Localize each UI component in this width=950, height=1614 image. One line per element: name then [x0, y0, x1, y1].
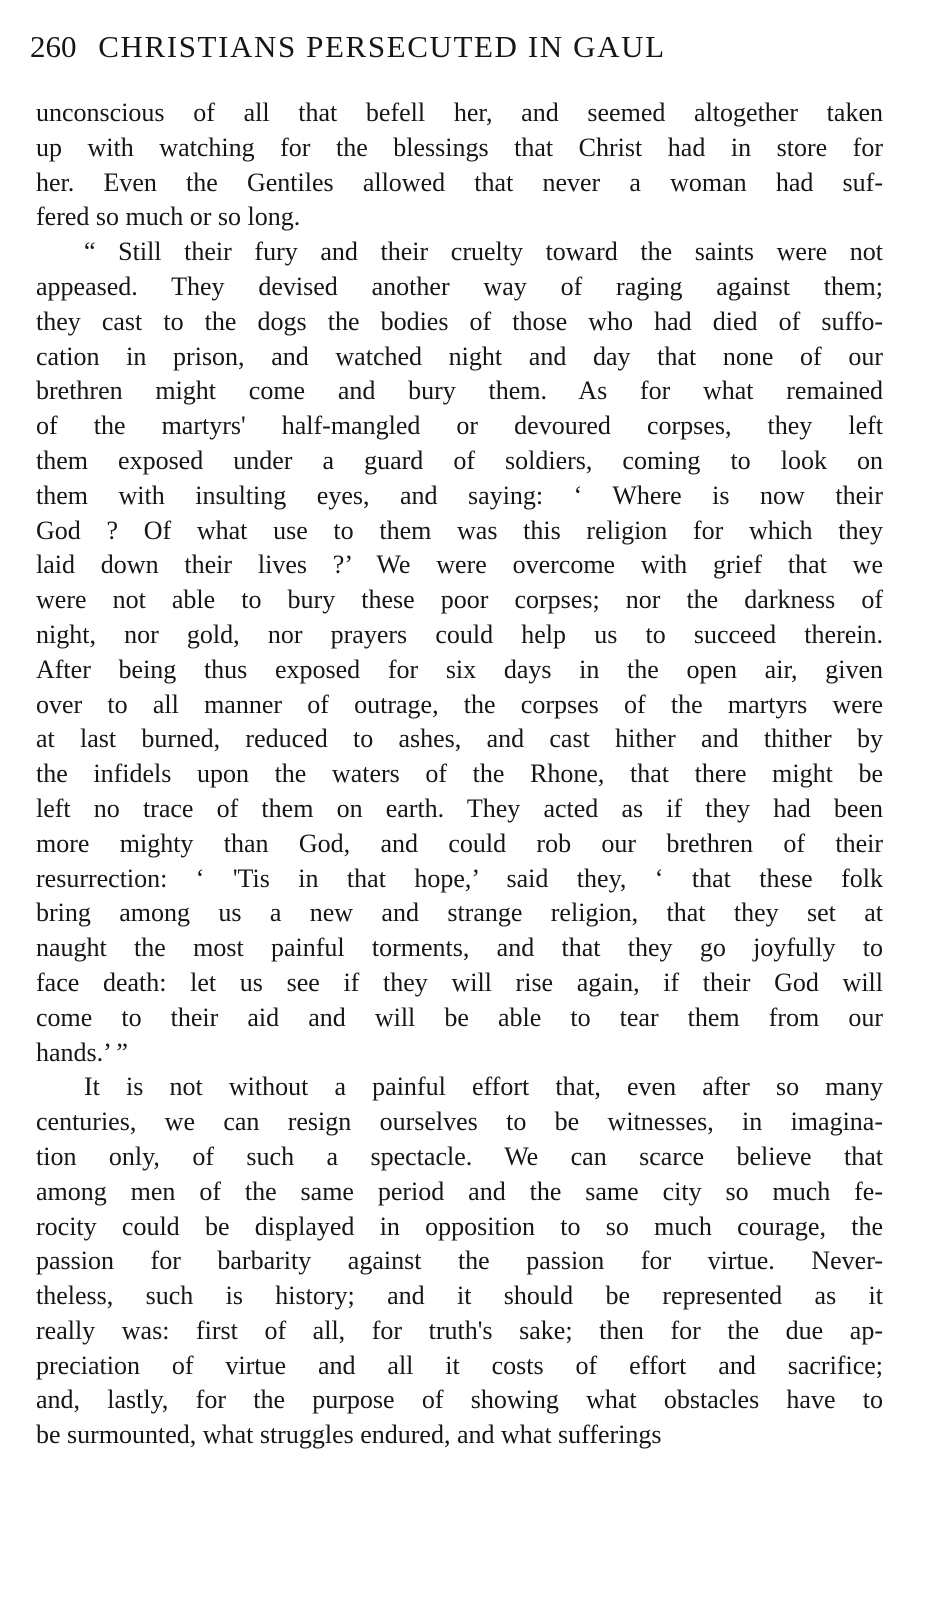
text-line: “ Still their fury and their cruelty toward the saints were not: [84, 237, 883, 267]
text-line: night, nor gold, nor prayers could help us to succeed therein.: [36, 619, 883, 649]
text-line: be surmounted, what struggles endured, and what sufferings: [36, 1420, 662, 1450]
text-line: After being thus exposed for six days in the open air, given: [36, 654, 883, 684]
text-line: theless, such is history; and it should be represented as it: [36, 1281, 883, 1311]
body-text: [36, 96, 883, 1453]
text-line: of the martyrs' half-mangled or devoured corpses, they left: [36, 411, 883, 441]
text-line: among men of the same period and the same city so much fe-: [36, 1176, 883, 1206]
text-line: rocity could be displayed in opposition to so much courage, the: [36, 1211, 883, 1241]
text-line: more mighty than God, and could rob our brethren of their: [36, 828, 883, 858]
text-line: fered so much or so long.: [36, 202, 301, 232]
text-line: naught the most painful torments, and that they go joyfully to: [36, 933, 883, 963]
text-line: unconscious of all that befell her, and seemed altogether taken: [36, 98, 883, 127]
text-line: bring among us a new and strange religion, that they set at: [36, 898, 883, 928]
paragraph: [36, 96, 883, 235]
paragraph: [36, 235, 883, 1070]
text-line: It is not without a painful effort that, even after so many: [84, 1072, 883, 1102]
text-line: they cast to the dogs the bodies of those who had died of suffo-: [36, 306, 883, 336]
text-line: hands.’ ”: [36, 1037, 128, 1067]
text-line: tion only, of such a spectacle. We can scarce believe that: [36, 1141, 883, 1171]
text-line: face death: let us see if they will rise again, if their God will: [36, 967, 883, 997]
text-line: God ? Of what use to them was this religion for which they: [36, 515, 883, 545]
text-line: preciation of virtue and all it costs of effort and sacrifice;: [36, 1350, 883, 1380]
text-line: were not able to bury these poor corpses; nor the darkness of: [36, 585, 883, 615]
page-number: 260: [30, 29, 77, 64]
text-line: centuries, we can resign ourselves to be witnesses, in imagina-: [36, 1107, 883, 1137]
text-line: at last burned, reduced to ashes, and cast hither and thither by: [36, 724, 883, 754]
paragraph: [36, 1070, 883, 1453]
text-line: resurrection: ‘ 'Tis in that hope,’ said they, ‘ that these folk: [36, 863, 883, 893]
text-line: passion for barbarity against the passion for virtue. Never-: [36, 1246, 883, 1276]
text-line: them exposed under a guard of soldiers, coming to look on: [36, 445, 883, 475]
text-line: and, lastly, for the purpose of showing what obstacles have to: [36, 1385, 883, 1415]
text-line: come to their aid and will be able to tear them from our: [36, 1002, 883, 1032]
text-line: laid down their lives ?’ We were overcome with grief that we: [36, 550, 883, 580]
text-line: them with insulting eyes, and saying: ‘ Where is now their: [36, 480, 883, 510]
text-line: appeased. They devised another way of raging against them;: [36, 271, 883, 301]
text-line: up with watching for the blessings that Christ had in store for: [36, 132, 883, 162]
text-line: brethren might come and bury them. As for what remained: [36, 376, 883, 406]
running-title: CHRISTIANS PERSECUTED IN GAUL: [98, 29, 666, 64]
text-line: her. Even the Gentiles allowed that never a woman had suf-: [36, 167, 883, 197]
text-line: left no trace of them on earth. They acted as if they had been: [36, 793, 883, 823]
text-line: really was: first of all, for truth's sake; then for the due ap-: [36, 1315, 883, 1345]
text-line: the infidels upon the waters of the Rhone, that there might be: [36, 759, 883, 789]
text-line: cation in prison, and watched night and day that none of our: [36, 341, 883, 371]
page-header: [30, 22, 890, 72]
text-line: over to all manner of outrage, the corpses of the martyrs were: [36, 689, 883, 719]
